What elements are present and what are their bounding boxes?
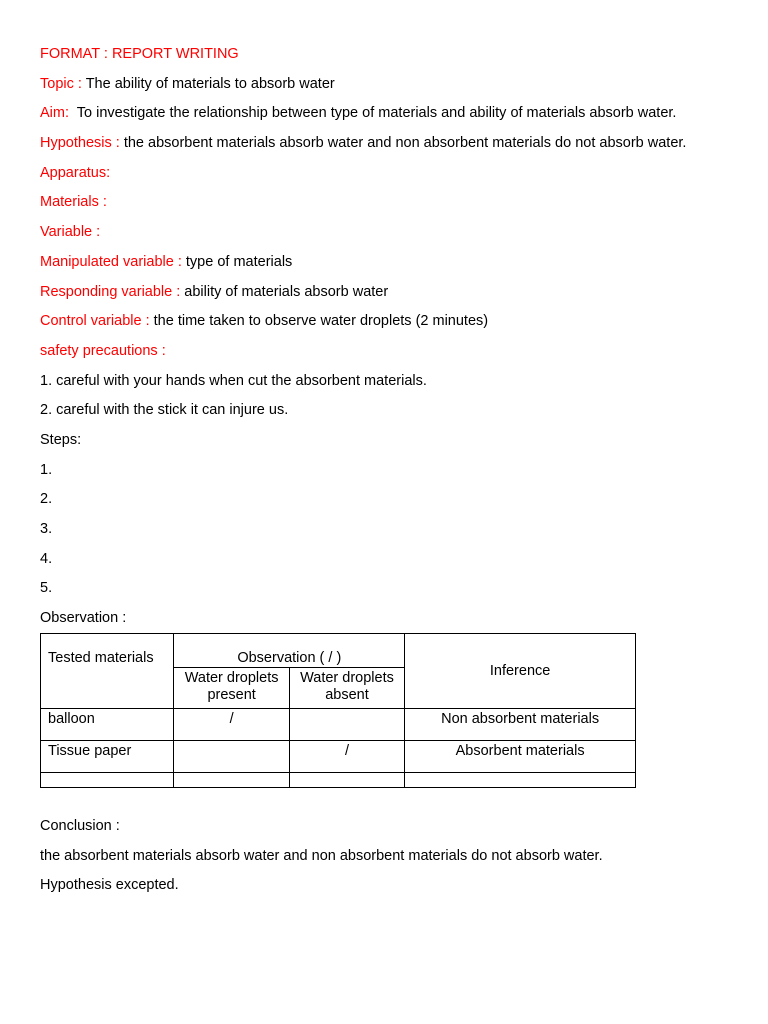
table-row [41,709,636,741]
step-item: 2. [40,491,53,508]
topic-line [40,74,740,104]
materials-label: Materials : [40,194,107,211]
topic-value: The ability of materials to absorb water [85,75,335,92]
responding-line [40,282,740,312]
safety-item: 2. careful with the stick it can injure us. [40,402,289,419]
header-observation: Observation ( / ) [174,634,405,668]
responding-value: ability of materials absorb water [184,283,389,300]
control-label: Control variable : [40,313,150,330]
control-line [40,311,740,341]
apparatus-label: Apparatus: [40,164,111,181]
cell-material: balloon [41,709,174,741]
cell-material: Tissue paper [41,741,174,773]
safety-item: 1. careful with your hands when cut the absorbent materials. [40,372,427,389]
step-item: 3. [40,521,53,537]
cell-material [41,773,174,788]
responding-label: Responding variable : [40,283,181,300]
hypothesis-label: Hypothesis : [40,135,120,152]
header-droplets-present: Water droplets present [174,668,289,709]
spacer [40,788,740,816]
conclusion-result: Hypothesis excepted. [40,877,179,894]
aim-line [40,103,740,133]
cell-absent: / [289,741,404,773]
report-page [40,44,740,905]
steps-label: Steps: [40,431,82,448]
step-item: 1. [40,461,53,478]
format-heading: FORMAT : REPORT WRITING [40,46,239,62]
manipulated-line [40,252,740,282]
manipulated-label: Manipulated variable : [40,253,182,270]
aim-label: Aim: [40,105,69,122]
table-row-empty [41,773,636,788]
aim-value: To investigate the relationship between type of materials and ability of materials absorb water. [76,105,677,122]
cell-absent [289,773,404,788]
conclusion-text: the absorbent materials absorb water and non absorbent materials do not absorb water. [40,847,603,864]
table-header-row [41,634,636,668]
cell-inference: Absorbent materials [405,741,636,773]
hypothesis-line [40,133,740,163]
step-item: 4. [40,550,53,567]
topic-label: Topic : [40,75,82,92]
cell-present [174,773,289,788]
header-inference: Inference [405,634,636,709]
observation-table [40,633,636,788]
manipulated-value: type of materials [185,253,293,270]
cell-absent [289,709,404,741]
conclusion-label: Conclusion : [40,818,120,835]
table-row [41,741,636,773]
cell-inference [405,773,636,788]
control-value: the time taken to observe water droplets (2 minutes) [153,313,489,330]
safety-label: safety precautions : [40,342,166,359]
header-droplets-absent: Water droplets absent [289,668,404,709]
cell-present: / [174,709,289,741]
cell-present [174,741,289,773]
cell-inference: Non absorbent materials [405,709,636,741]
variable-label: Variable : [40,224,101,241]
header-tested-materials: Tested materials [41,634,174,709]
step-item: 5. [40,580,53,597]
hypothesis-value: the absorbent materials absorb water and non absorbent materials do not absorb water. [123,135,687,152]
observation-label: Observation : [40,610,127,627]
